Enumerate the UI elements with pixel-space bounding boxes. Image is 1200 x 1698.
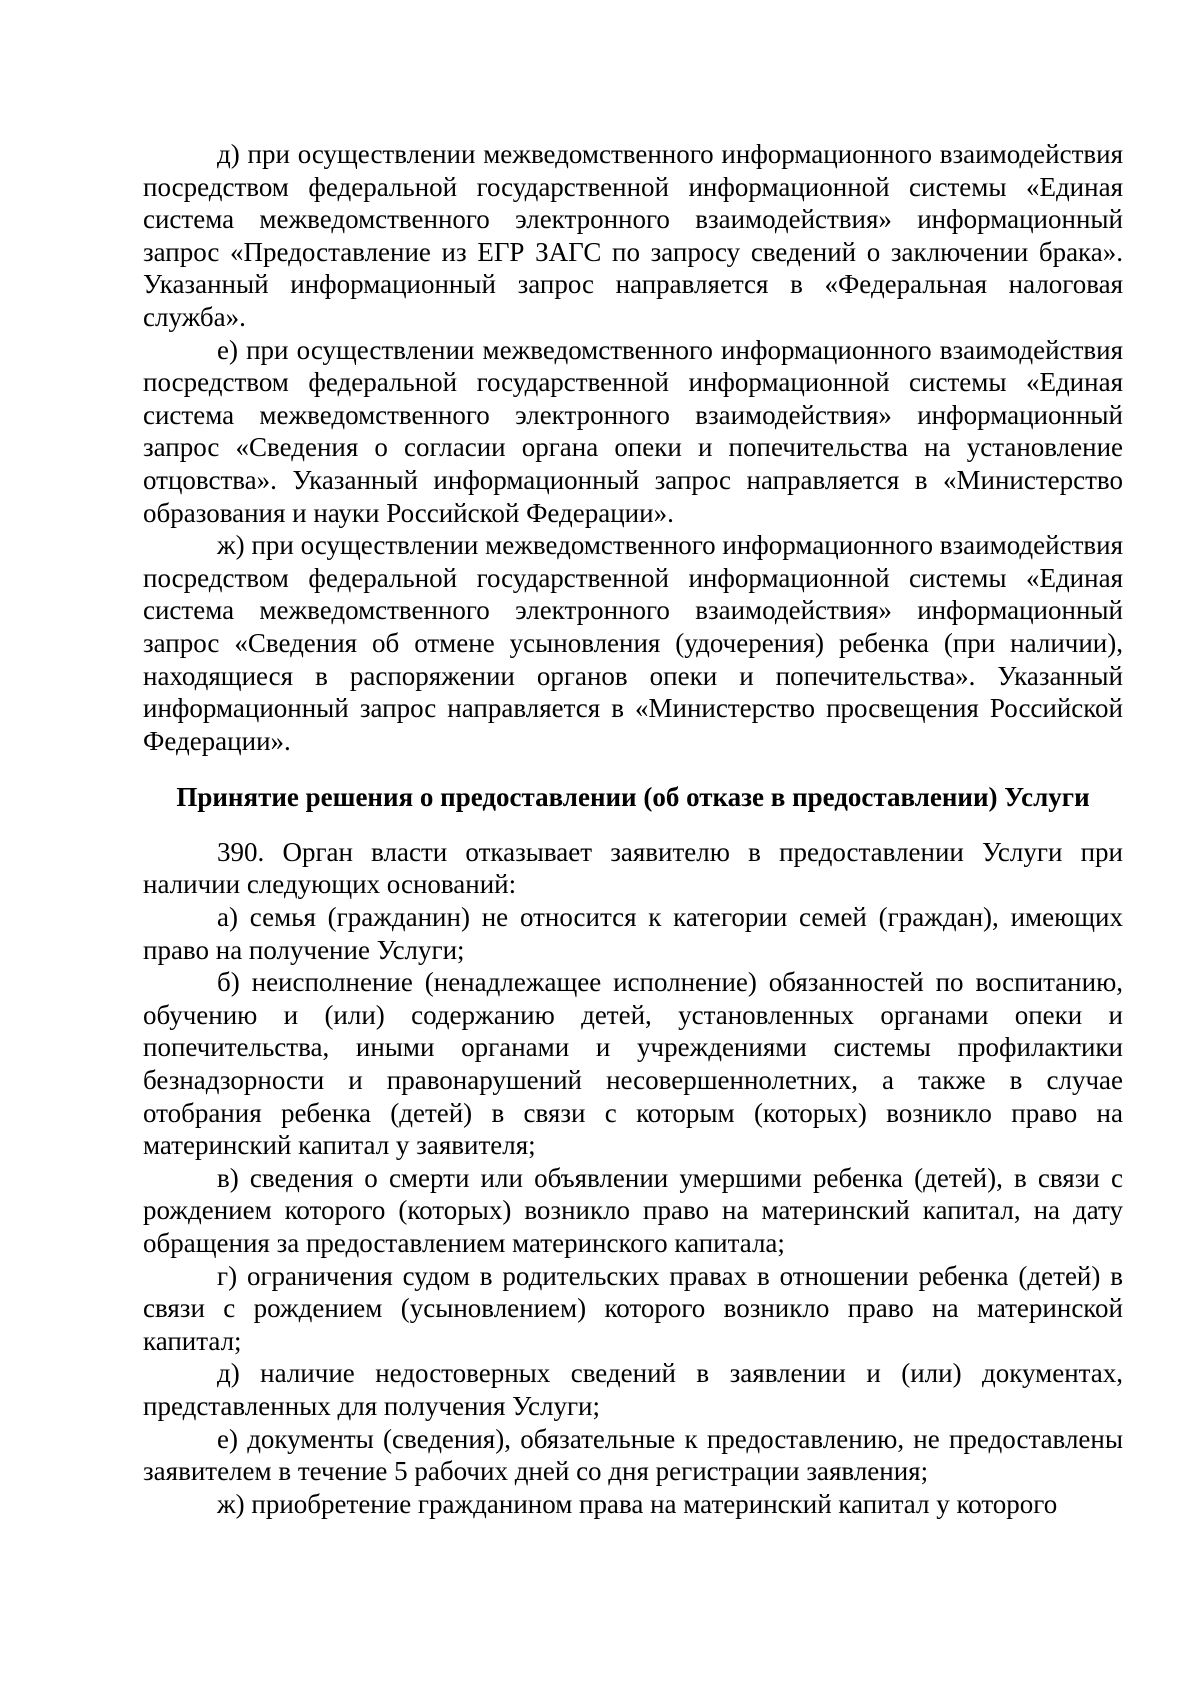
paragraph-d-false-information: д) наличие недостоверных сведений в заявлении и (или) документах, представленных для получения Услуги; [143,1358,1123,1421]
paragraph-390-refusal-grounds: 390. Орган власти отказывает заявителю в предоставлении Услуги при наличии следующих оснований: [143,836,1123,900]
paragraph-g-parental-rights-restriction: г) ограничения судом в родительских правах в отношении ребенка (детей) в связи с рождением (усыновлением) которого возникло право на материнской капитал; [143,1260,1123,1356]
paragraph-v-death-of-child: в) сведения о смерти или объявлении умершими ребенка (детей), в связи с рождением которого (которых) возникло право на материнский капитал, на дату обращения за предоставлением материнского капитала; [143,1162,1123,1258]
paragraph-zh-interagency-request-adoption: ж) при осуществлении межведомственного информационного взаимодействия посредством федеральной государственной информационной системы «Единая система межведомственного электронного взаимодействия» информационный запрос «Сведения об отмене усыновления (удочерения) ребенка (при наличии), находящиеся в распоряжении органов опеки и попечительства». Указанный информационный запрос направляется в «Министерство просвещения Российской Федерации». [143,530,1123,756]
paragraph-b-non-fulfillment: б) неисполнение (ненадлежащее исполнение) обязанностей по воспитанию, обучению и (или) содержанию детей, установленных органами опеки и попечительства, иными органами и учреждениями системы профилактики безнадзорности и правонарушений несовершеннолетних, а также в случае отобрания ребенка (детей) в связи с которым (которых) возникло право на материнский капитал у заявителя; [143,967,1123,1161]
paragraph-zh-acquisition-of-right: ж) приобретение гражданином права на материнский капитал у которого [217,1488,1058,1519]
paragraph-e-documents-not-provided: е) документы (сведения), обязательные к предоставлению, не предоставлены заявителем в течение 5 рабочих дней со дня регистрации заявления; [143,1423,1123,1487]
paragraph-e-interagency-request-guardianship: е) при осуществлении межведомственного информационного взаимодействия посредством федеральной государственной информационной системы «Единая система межведомственного электронного взаимодействия» информационный запрос «Сведения о согласии органа опеки и попечительства на установление отцовства». Указанный информационный запрос направляется в «Министерство образования и науки Российской Федерации». [143,334,1123,528]
document-page [143,138,1123,1520]
paragraph-a-not-eligible: а) семья (гражданин) не относится к категории семей (граждан), имеющих право на получение Услуги; [143,902,1123,965]
paragraph-d-interagency-request-zags: д) при осуществлении межведомственного информационного взаимодействия посредством федеральной государственной информационной системы «Единая система межведомственного электронного взаимодействия» информационный запрос «Предоставление из ЕГР ЗАГС по запросу сведений о заключении брака». Указанный информационный запрос направляется в «Федеральная налоговая служба». [143,139,1123,332]
section-heading: Принятие решения о предоставлении (об отказе в предоставлении) Услуги [176,782,1090,813]
